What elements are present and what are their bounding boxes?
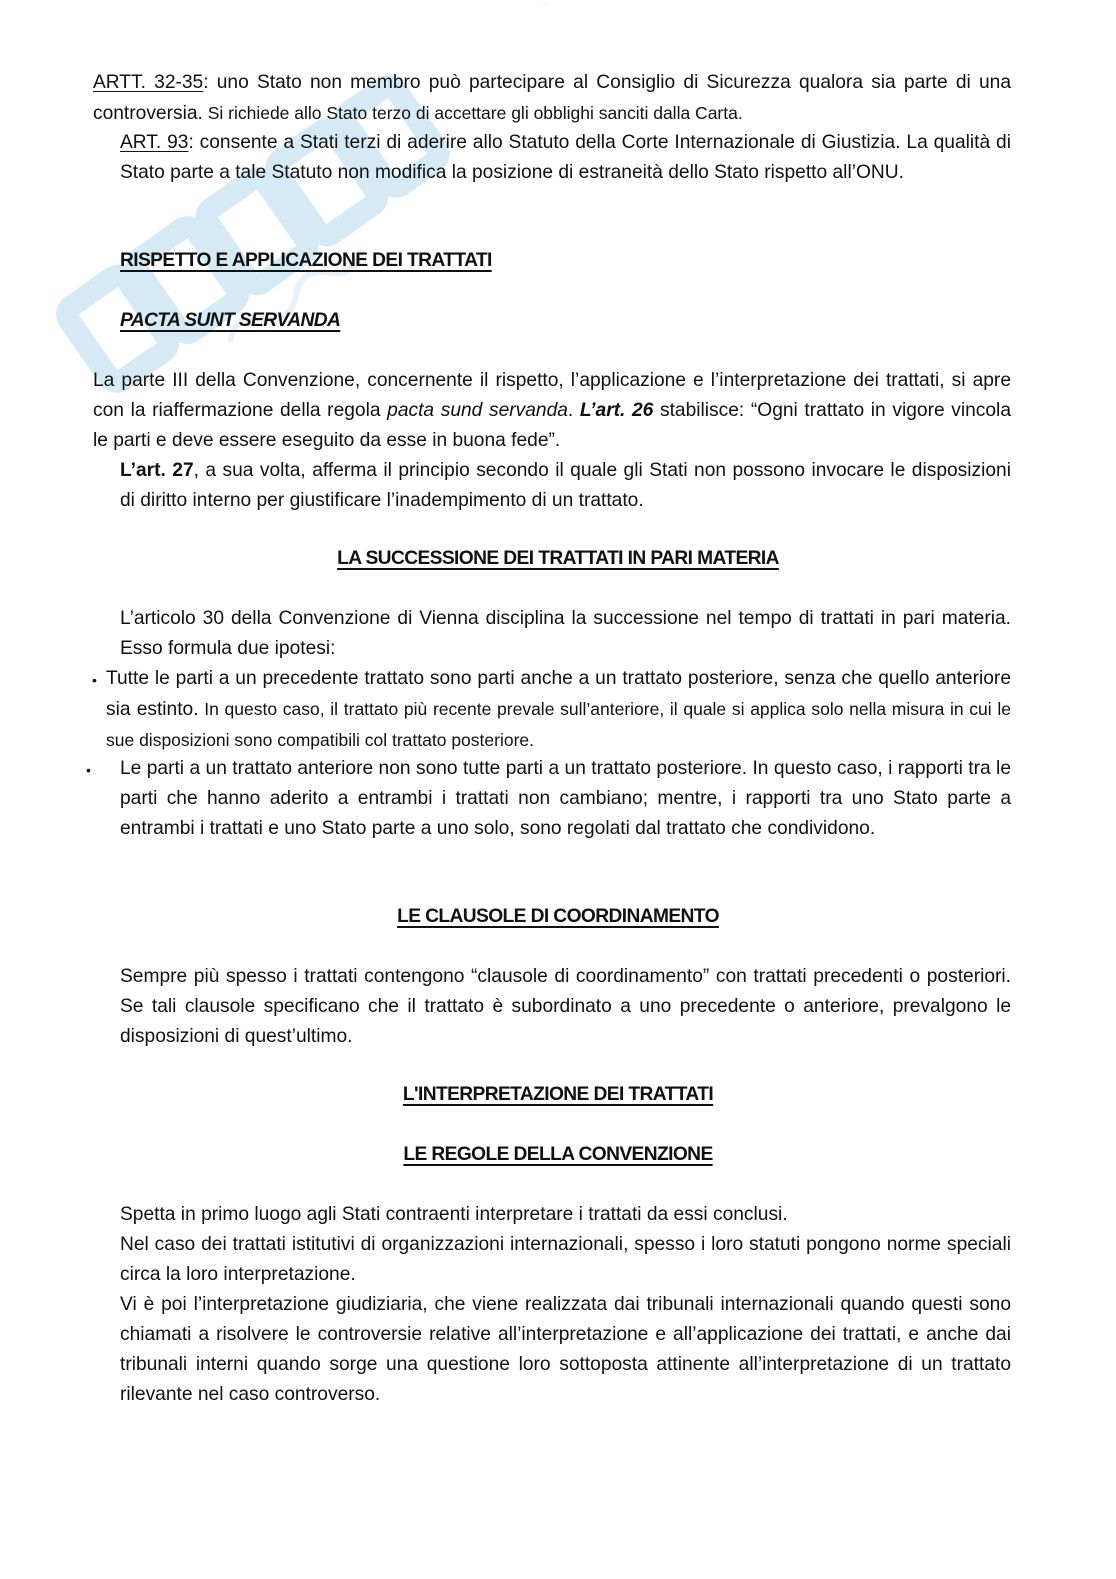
bullet-2-marker: • — [86, 762, 91, 778]
header-mark: · · · — [540, 2, 550, 8]
artt-32-35-ref: ARTT. 32-35 — [93, 72, 204, 93]
heading-pacta-sunt-servanda: PACTA SUNT SERVANDA — [120, 310, 341, 331]
pacta-paragraph — [93, 366, 1011, 456]
heading-clausole: LE CLAUSOLE DI COORDINAMENTO — [397, 906, 719, 927]
bullet-1-text-a: Tutte le parti a un precedente trattato sono parti anche a un trattato posteriore, senza che quello anteriore sia estinto. — [106, 668, 1011, 720]
pacta-text-2: . — [567, 400, 580, 421]
art-27-ref: L’art. 27 — [120, 460, 194, 481]
artt-32-35-text: : uno Stato non membro può partecipare al Consiglio di Sicurezza qualora sia parte di una controversia. — [93, 72, 1011, 124]
bullet-1-marker: • — [92, 672, 97, 688]
art-93-ref: ART. 93 — [120, 132, 189, 153]
pacta-text-1: La parte III della Convenzione, concernente il rispetto, l’applicazione e l’interpretazione dei trattati, si apre con la riaffermazione della regola — [93, 370, 1011, 421]
pacta-text-3: stabilisce: “Ogni trattato in vigore vincola le parti e deve essere eseguito da esse in buona fede”. — [93, 400, 1011, 451]
heading-rispetto: RISPETTO E APPLICAZIONE DEI TRATTATI — [120, 250, 492, 271]
bullet-1-text-b: In questo caso, il trattato più recente prevale sull’anteriore, il quale si applica solo nella misura in cui le sue disposizioni sono compatibili col trattato posteriore. — [106, 699, 1011, 750]
regole-paragraph-1: Spetta in primo luogo agli Stati contraenti interpretare i trattati da essi conclusi. — [120, 1204, 788, 1225]
art-26-ref: L’art. 26 — [579, 400, 654, 421]
regole-paragraph-2: Nel caso dei trattati istitutivi di organizzazioni internazionali, spesso i loro statuti pongono norme speciali circa la loro interpretazione. — [120, 1234, 1011, 1285]
clausole-paragraph: Sempre più spesso i trattati contengono “clausole di coordinamento” con trattati precedenti o posteriori. Se tali clausole specificano che il trattato è subordinato a uno precedente o anteriore, prevalgono le disposizioni di quest’ultimo. — [120, 966, 1011, 1047]
regole-paragraph-3: Vi è poi l’interpretazione giudiziaria, che viene realizzata dai tribunali internazionali quando questi sono chiamati a risolvere le controversie relative all’interpretazione e all’applicazione dei trattati, e anche dai tribunali interni quando sorge una questione loro sottoposta attinente all’interpretazione di un trattato rilevante nel caso controverso. — [120, 1294, 1011, 1405]
heading-regole: LE REGOLE DELLA CONVENZIONE — [403, 1144, 713, 1165]
bullet-2-text: Le parti a un trattato anteriore non sono tutte parti a un trattato posteriore. In questo caso, i rapporti tra le parti che hanno aderito a entrambi i trattati non cambiano; mentre, i rapporti tra uno Stato parte a entrambi i trattati e uno Stato parte a uno solo, sono regolati dal trattato che condividono. — [120, 758, 1011, 839]
art-27-paragraph — [120, 456, 1011, 516]
bullet-1-text — [106, 664, 1011, 756]
successione-intro: L’articolo 30 della Convenzione di Vienna disciplina la successione nel tempo di trattati in pari materia. Esso formula due ipotesi: — [120, 608, 1011, 659]
art-27-text: , a sua volta, afferma il principio secondo il quale gli Stati non possono invocare le disposizioni di diritto interno per giustificare l’inadempimento di un trattato. — [120, 460, 1011, 511]
heading-interpretazione: L'INTERPRETAZIONE DEI TRATTATI — [402, 1084, 714, 1105]
art-93-text: : consente a Stati terzi di aderire allo Statuto della Corte Internazionale di Giustizia. La qualità di Stato parte a tale Statuto non modifica la posizione di estraneità dello Stato rispetto all’ONU. — [120, 132, 1011, 183]
heading-successione: LA SUCCESSIONE DEI TRATTATI IN PARI MATERIA — [337, 548, 779, 569]
artt-32-35-text-2: Si richiede allo Stato terzo di accettare gli obblighi sanciti dalla Carta. — [202, 103, 743, 123]
artt-32-35-paragraph — [93, 68, 1011, 129]
art-93-paragraph — [120, 128, 1011, 188]
pacta-latin: pacta sund servanda — [387, 400, 568, 421]
